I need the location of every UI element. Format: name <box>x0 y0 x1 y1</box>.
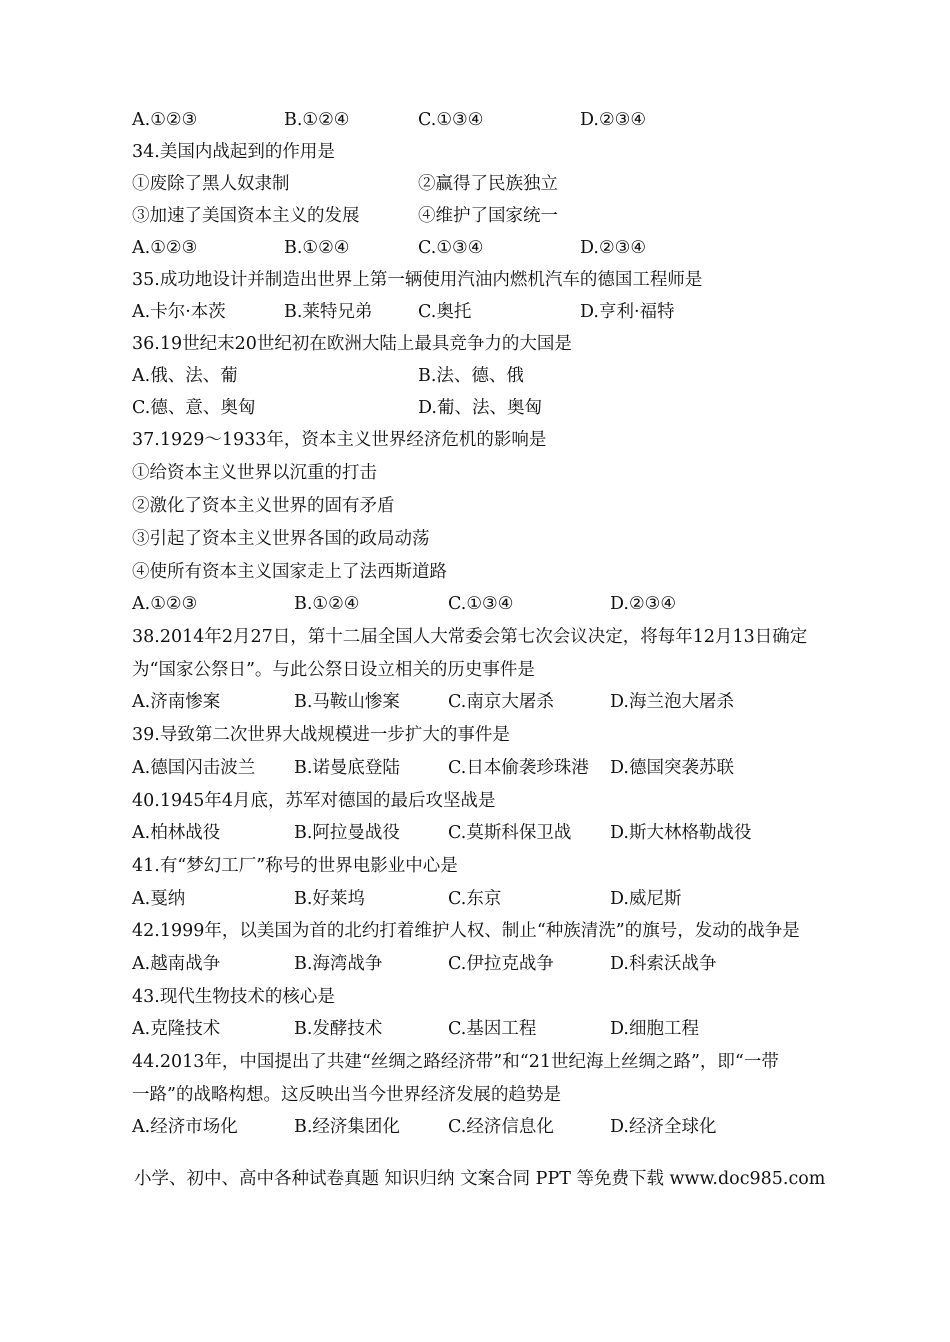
q33-option-b: B.①②④ <box>284 110 350 130</box>
q39-option-c: C.日本偷袭珍珠港 <box>448 758 589 778</box>
q37-item-2: ②激化了资本主义世界的固有矛盾 <box>132 496 395 516</box>
q35-option-c: C.奥托 <box>418 302 472 322</box>
q36-option-d: D.葡、法、奥匈 <box>418 398 542 418</box>
q40-option-c: C.莫斯科保卫战 <box>448 823 572 843</box>
q44-option-c: C.经济信息化 <box>448 1117 554 1137</box>
q34-option-a: A.①②③ <box>132 238 198 258</box>
q40-option-d: D.斯大林格勒战役 <box>610 823 752 843</box>
q44-stem-line2: 一路”的战略构想。这反映出当今世界经济发展的趋势是 <box>132 1085 561 1105</box>
q44-option-b: B.经济集团化 <box>294 1117 400 1137</box>
q38-stem-line1: 38.2014年2月27日，第十二届全国人大常委会第七次会议决定，将每年12月13日确定 <box>132 627 808 647</box>
q43-option-d: D.细胞工程 <box>610 1019 699 1039</box>
q34-option-b: B.①②④ <box>284 238 350 258</box>
q43-option-c: C.基因工程 <box>448 1019 537 1039</box>
q41-stem: 41.有“梦幻工厂”称号的世界电影业中心是 <box>132 856 458 876</box>
q42-option-b: B.海湾战争 <box>294 954 383 974</box>
q38-option-c: C.南京大屠杀 <box>448 692 554 712</box>
q42-option-a: A.越南战争 <box>132 954 221 974</box>
q37-item-3: ③引起了资本主义世界各国的政局动荡 <box>132 529 430 549</box>
q38-option-a: A.济南惨案 <box>132 692 221 712</box>
q35-option-d: D.亨利·福特 <box>580 302 675 322</box>
q35-option-a: A.卡尔·本茨 <box>132 302 226 322</box>
q40-option-a: A.柏林战役 <box>132 823 221 843</box>
q34-option-d: D.②③④ <box>580 238 647 258</box>
q39-option-a: A.德国闪击波兰 <box>132 758 256 778</box>
q39-stem: 39.导致第二次世界大战规模进一步扩大的事件是 <box>132 725 510 745</box>
q38-option-b: B.马鞍山惨案 <box>294 692 400 712</box>
q41-option-b: B.好莱坞 <box>294 889 365 909</box>
footer-download-notice: 小学、初中、高中各种试卷真题 知识归纳 文案合同 PPT 等免费下载 www.doc985.com <box>134 1169 826 1189</box>
q37-option-d: D.②③④ <box>610 594 677 614</box>
q34-item-3: ③加速了美国资本主义的发展 <box>132 206 360 226</box>
q36-stem: 36.19世纪末20世纪初在欧洲大陆上最具竞争力的大国是 <box>132 334 572 354</box>
q33-option-c: C.①③④ <box>418 110 484 130</box>
q38-option-d: D.海兰泡大屠杀 <box>610 692 734 712</box>
q35-option-b: B.莱特兄弟 <box>284 302 373 322</box>
q40-stem: 40.1945年4月底，苏军对德国的最后攻坚战是 <box>132 791 496 811</box>
q41-option-c: C.东京 <box>448 889 502 909</box>
q43-stem: 43.现代生物技术的核心是 <box>132 987 335 1007</box>
q36-option-a: A.俄、法、葡 <box>132 366 238 386</box>
q41-option-a: A.戛纳 <box>132 889 186 909</box>
q43-option-a: A.克隆技术 <box>132 1019 221 1039</box>
q33-option-a: A.①②③ <box>132 110 198 130</box>
q38-stem-line2: 为“国家公祭日”。与此公祭日设立相关的历史事件是 <box>132 660 535 680</box>
q44-option-a: A.经济市场化 <box>132 1117 238 1137</box>
q34-item-1: ①废除了黑人奴隶制 <box>132 174 290 194</box>
q34-item-2: ②赢得了民族独立 <box>418 174 558 194</box>
q37-item-4: ④使所有资本主义国家走上了法西斯道路 <box>132 562 447 582</box>
q42-stem: 42.1999年，以美国为首的北约打着维护人权、制止“种族清洗”的旗号，发动的战争是 <box>132 921 800 941</box>
q34-item-4: ④维护了国家统一 <box>418 206 558 226</box>
q43-option-b: B.发酵技术 <box>294 1019 383 1039</box>
q33-option-d: D.②③④ <box>580 110 647 130</box>
q37-option-a: A.①②③ <box>132 594 198 614</box>
q39-option-d: D.德国突袭苏联 <box>610 758 734 778</box>
q35-stem: 35.成功地设计并制造出世界上第一辆使用汽油内燃机汽车的德国工程师是 <box>132 270 703 290</box>
q42-option-d: D.科索沃战争 <box>610 954 717 974</box>
q42-option-c: C.伊拉克战争 <box>448 954 554 974</box>
q37-item-1: ①给资本主义世界以沉重的打击 <box>132 463 377 483</box>
q36-option-c: C.德、意、奥匈 <box>132 398 256 418</box>
q44-stem-line1: 44.2013年，中国提出了共建“丝绸之路经济带”和“21世纪海上丝绸之路”，即“一带 <box>132 1052 779 1072</box>
q37-option-c: C.①③④ <box>448 594 514 614</box>
q44-option-d: D.经济全球化 <box>610 1117 717 1137</box>
q39-option-b: B.诺曼底登陆 <box>294 758 400 778</box>
q40-option-b: B.阿拉曼战役 <box>294 823 400 843</box>
q37-stem: 37.1929～1933年，资本主义世界经济危机的影响是 <box>132 430 547 450</box>
q34-stem: 34.美国内战起到的作用是 <box>132 142 335 162</box>
q36-option-b: B.法、德、俄 <box>418 366 524 386</box>
q37-option-b: B.①②④ <box>294 594 360 614</box>
q34-option-c: C.①③④ <box>418 238 484 258</box>
q41-option-d: D.威尼斯 <box>610 889 682 909</box>
